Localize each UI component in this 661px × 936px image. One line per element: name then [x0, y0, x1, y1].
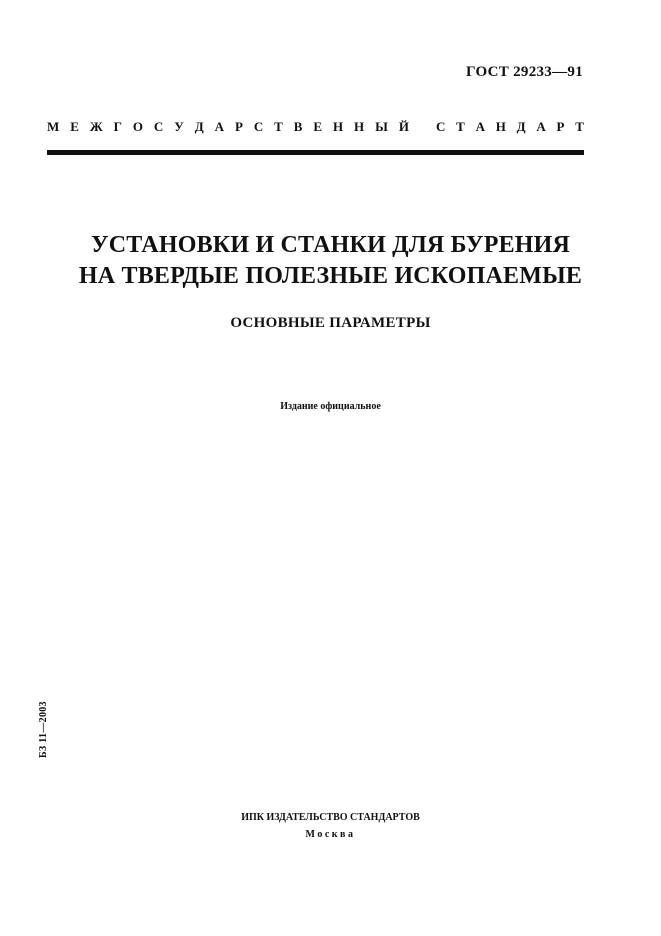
category-word-standard [436, 119, 584, 135]
title-line-1: УСТАНОВКИ И СТАНКИ ДЛЯ БУРЕНИЯ [90, 232, 571, 258]
category-letter: Д [194, 119, 204, 134]
category-letter: А [214, 119, 224, 134]
category-letter: Д [516, 119, 526, 134]
category-letter: А [536, 119, 546, 134]
category-letter: О [132, 119, 143, 134]
category-letter: Н [354, 119, 365, 134]
category-letter: Т [456, 119, 465, 134]
category-letter: Н [332, 119, 344, 134]
publisher-city: Москва [305, 829, 356, 840]
category-letter: Н [495, 119, 506, 134]
document-title [0, 230, 661, 292]
category-letter: Ж [89, 119, 103, 134]
document-subtitle: ОСНОВНЫЕ ПАРАМЕТРЫ [230, 315, 431, 331]
category-word-interstate [47, 119, 409, 135]
category-letter: Г [113, 119, 122, 134]
category-letter: Т [575, 119, 584, 134]
category-letter: Р [556, 119, 565, 134]
category-letter: Ы [375, 119, 388, 134]
edition-note: Издание официальное [280, 401, 381, 412]
category-letter: Й [398, 119, 409, 134]
publisher-name: ИПК ИЗДАТЕЛЬСТВО СТАНДАРТОВ [241, 812, 420, 823]
category-letter: С [436, 119, 446, 134]
category-letter: Е [70, 119, 79, 134]
category-letter: Е [313, 119, 323, 134]
header-rule [47, 150, 584, 155]
standard-category [47, 119, 584, 135]
category-letter: В [293, 119, 303, 134]
category-letter: С [253, 119, 264, 134]
category-letter: Т [274, 119, 283, 134]
title-line-2: НА ТВЕРДЫЕ ПОЛЕЗНЫЕ ИСКОПАЕМЫЕ [78, 263, 583, 289]
category-letter: А [475, 119, 485, 134]
side-code: БЗ 11—2003 [38, 701, 49, 758]
gost-number: ГОСТ 29233—91 [465, 64, 583, 80]
category-letter: Р [234, 119, 243, 134]
category-letter: С [153, 119, 164, 134]
category-letter: У [174, 119, 184, 134]
category-letter: М [47, 119, 60, 134]
